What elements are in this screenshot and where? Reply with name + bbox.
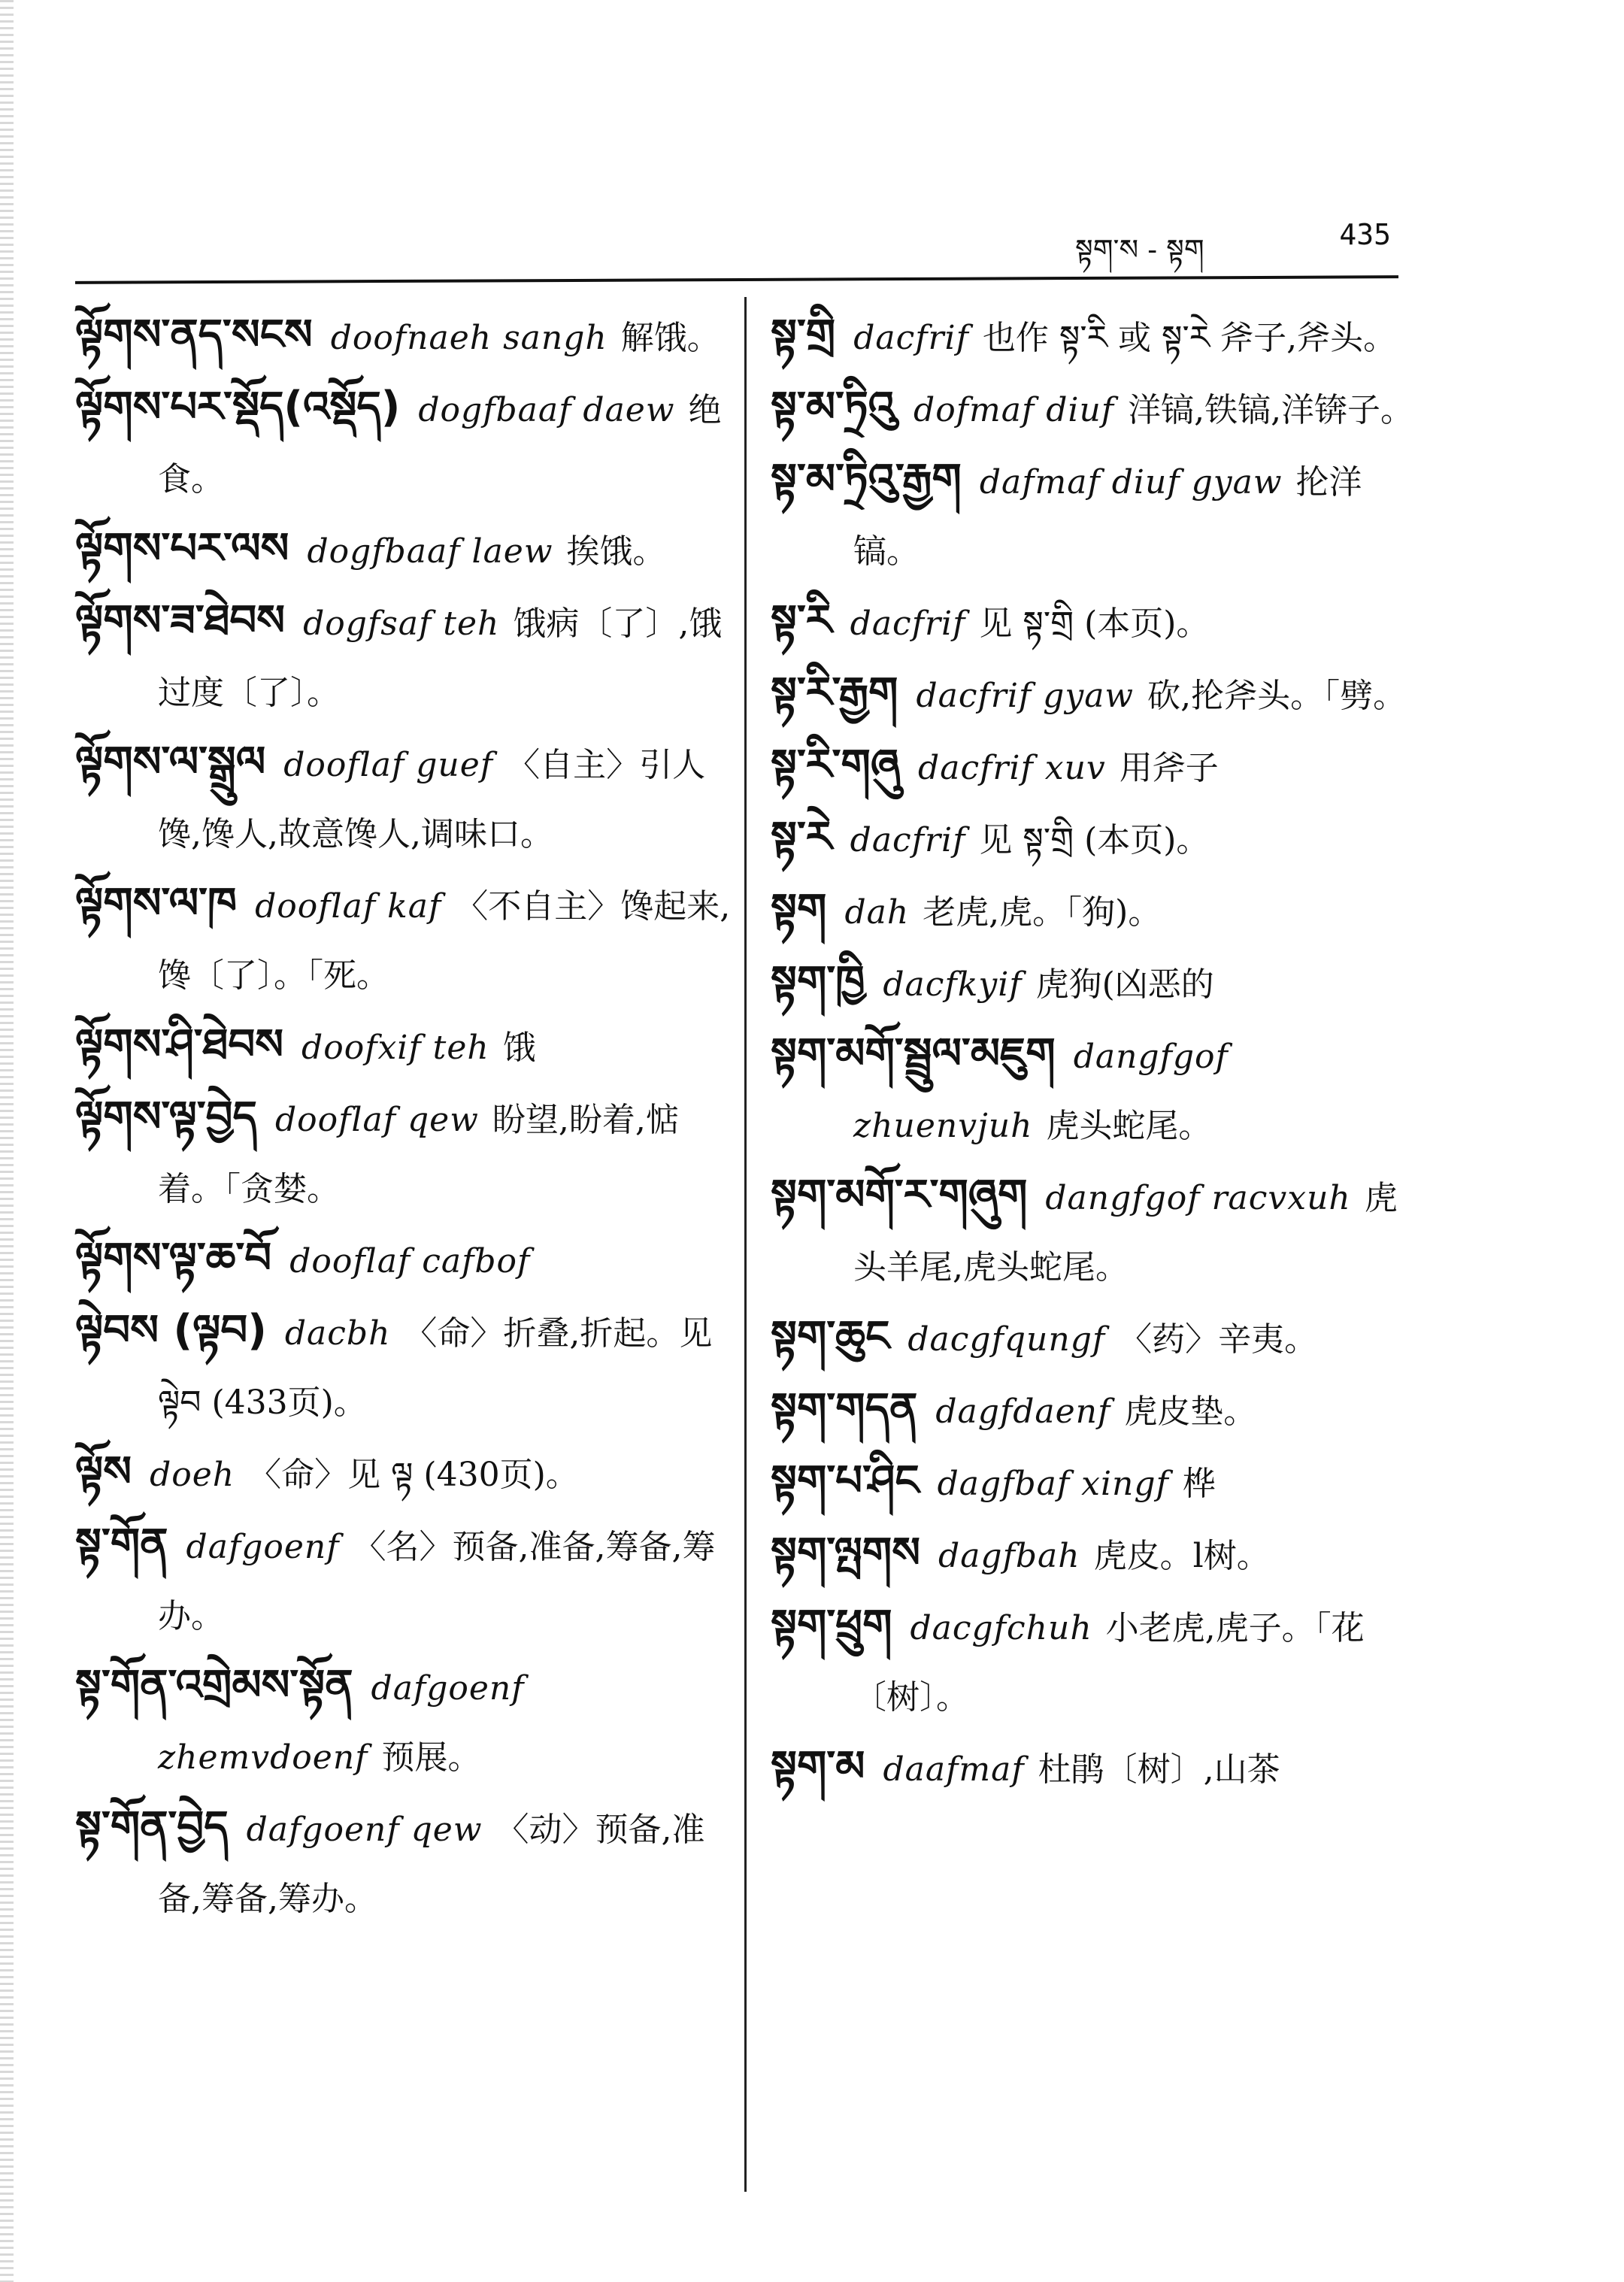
- dictionary-entry: [75, 373, 737, 514]
- dictionary-entry: [771, 1519, 1417, 1591]
- headword: ལྟོགས་ནད་སངས: [75, 311, 313, 359]
- definition: 〈自主〉引人馋,馋人,故意馋人,调味口。: [158, 746, 706, 853]
- dictionary-entry: [75, 586, 737, 728]
- dictionary-entry: [771, 659, 1417, 731]
- definition: 桦: [1182, 1465, 1216, 1503]
- romanization: dangfgof zhuenvjuh: [853, 1038, 1229, 1145]
- dictionary-entry: [771, 731, 1417, 803]
- definition: 饿病〔了〕,饿过度〔了〕。: [158, 605, 723, 712]
- dictionary-entry: [75, 869, 737, 1011]
- definition: 老虎,虎。「狗)。: [923, 893, 1162, 932]
- romanization: dah: [844, 893, 910, 932]
- headword: སྟག་མགོ་ར་གཞུག: [771, 1171, 1028, 1220]
- guide-word: སྟག་ས - སྟག: [1075, 233, 1204, 266]
- headword: སྟ་གོན: [75, 1520, 168, 1568]
- headword: སྟག་ཕྲུག: [771, 1601, 892, 1650]
- romanization: dafmaf diuf gyaw: [979, 463, 1283, 502]
- romanization: doeh: [150, 1456, 235, 1494]
- dictionary-entry: [771, 586, 1417, 659]
- romanization: dagfbaf xingf: [937, 1465, 1169, 1503]
- left-column: [75, 301, 737, 1934]
- dictionary-entry: [771, 1591, 1417, 1732]
- dictionary-entry: [75, 514, 737, 586]
- headword: སྟག་ཁྱི: [771, 957, 865, 1006]
- definition: 虎狗(凶恶的: [1035, 965, 1214, 1004]
- romanization: dogfbaaf daew: [418, 391, 675, 429]
- headword: ལྟོགས་པར་ལས: [75, 524, 289, 573]
- dictionary-entry: [75, 1296, 737, 1438]
- headword: ལྟོགས་ཤི་ཐེབས: [75, 1020, 284, 1069]
- headword: སྟ་རི: [771, 596, 832, 645]
- definition: 挨饿。: [566, 532, 666, 571]
- definition: 小老虎,虎子。「花〔树〕。: [853, 1609, 1365, 1717]
- definition: 虎头羊尾,虎头蛇尾。: [853, 1179, 1398, 1286]
- definition: 〈命〉折叠,折起。见 ལྟེབ (433页)。: [158, 1314, 713, 1422]
- headword: ལྟོགས་ལྟ་བྱེད: [75, 1093, 257, 1141]
- dictionary-entry: [75, 1224, 737, 1296]
- romanization: dacfrif: [850, 821, 966, 859]
- headword: སྟ་མ་ཏྲིའུ: [771, 383, 896, 432]
- headword: སྟག་ཆུང: [771, 1312, 890, 1361]
- romanization: dafgoenf qew: [246, 1811, 483, 1849]
- dictionary-entry: [771, 1374, 1417, 1447]
- dictionary-entry: [771, 1020, 1417, 1161]
- dictionary-entry: [75, 1083, 737, 1224]
- romanization: dacfrif xuv: [918, 749, 1106, 787]
- definition: 洋镐,铁镐,洋锛子。: [1128, 391, 1414, 429]
- definition: 〈动〉预备,准备,筹备,筹办。: [158, 1811, 705, 1918]
- dictionary-entry: [75, 1011, 737, 1083]
- headword: སྟག་གདན: [771, 1384, 918, 1433]
- headword: སྟ་རི་གཞུ: [771, 741, 901, 789]
- dictionary-entry: [771, 445, 1417, 586]
- dictionary-entry: [75, 1438, 737, 1510]
- romanization: doofxif teh: [301, 1029, 489, 1067]
- headword: ལྟོགས་ལ་ཁ: [75, 879, 238, 928]
- dictionary-entry: [771, 803, 1417, 875]
- definition: 〈药〉辛夷。: [1119, 1320, 1318, 1359]
- headword: སྟ་གོན་བྱེད: [75, 1802, 229, 1851]
- dictionary-entry: [771, 301, 1417, 373]
- scan-edge: [0, 0, 14, 2282]
- page-number: 435: [1339, 218, 1391, 251]
- definition: 杜鹃〔树〕,山茶: [1038, 1750, 1280, 1789]
- definition: 〈不自主〉馋起来,馋〔了〕。「死。: [158, 887, 731, 995]
- romanization: dooflaf kaf: [255, 887, 442, 926]
- headword: སྟག་མ: [771, 1742, 865, 1791]
- headword: ལྟོགས་ལ་སྒྲུལ: [75, 738, 266, 786]
- romanization: dooflaf guef: [283, 746, 494, 784]
- headword: སྟ་གོན་འགྲེམས་སྟོན: [75, 1661, 353, 1710]
- headword: ལྟོགས་ཟ་ཐེབས: [75, 596, 286, 645]
- romanization: dacfkyif: [883, 965, 1023, 1004]
- definition: 虎皮垫。: [1124, 1393, 1257, 1431]
- definition: 解饿。: [620, 319, 720, 357]
- headword: སྟ་རི་རྒྱག: [771, 668, 898, 717]
- romanization: dafgoenf zhemvdoenf: [158, 1669, 525, 1777]
- definition: 〈命〉见 ལྟ (430页)。: [248, 1456, 579, 1494]
- romanization: dacfrif: [853, 319, 969, 357]
- definition: 绝食。: [158, 391, 722, 499]
- headword: སྟ་རེ: [771, 813, 832, 862]
- romanization: daafmaf: [883, 1750, 1025, 1789]
- headword: ལྟོགས་པར་སྡོད(འསྡོད): [75, 383, 401, 432]
- romanization: dagfbah: [938, 1537, 1080, 1575]
- romanization: doofnaeh sangh: [330, 319, 607, 357]
- headword: སྟག་པ་ཤིང: [771, 1456, 920, 1505]
- romanization: dacgfchuh: [910, 1609, 1092, 1647]
- headword: སྟ་མ་ཏྲིའུ་རྒྱག: [771, 455, 962, 504]
- dictionary-entry: [75, 1793, 737, 1934]
- headword: སྟ་གྲི: [771, 311, 836, 359]
- dictionary-entry: [771, 875, 1417, 947]
- romanization: dacfrif gyaw: [916, 677, 1135, 715]
- headword: སྟག་མགོ་སྦྲུལ་མཇུག: [771, 1029, 1056, 1078]
- dictionary-entry: [75, 1651, 737, 1793]
- headword: ལྟེབས (ལྟབ): [75, 1306, 267, 1355]
- definition: 也作 སྟ་རི 或 སྟ་རེ 斧子,斧头。: [982, 319, 1397, 357]
- dictionary-entry: [75, 728, 737, 869]
- romanization: dangfgof racvxuh: [1045, 1179, 1351, 1217]
- headword: སྟག་ལྤགས: [771, 1529, 921, 1577]
- headword: སྟག: [771, 885, 827, 934]
- definition: 见 སྟ་གྲི (本页)。: [979, 605, 1210, 643]
- dictionary-entry: [771, 373, 1417, 445]
- definition: 虎头蛇尾。: [1046, 1107, 1212, 1145]
- romanization: dafgoenf: [186, 1528, 340, 1566]
- romanization: dooflaf cafbof: [289, 1242, 531, 1280]
- definition: 用斧子: [1119, 749, 1219, 787]
- dictionary-entry: [771, 1732, 1417, 1805]
- definition: 砍,抡斧头。「劈。: [1147, 677, 1407, 715]
- definition: 虎皮。l树。: [1093, 1537, 1270, 1575]
- definition: 预展。: [381, 1738, 481, 1777]
- dictionary-entry: [771, 1302, 1417, 1374]
- dictionary-entry: [75, 301, 737, 373]
- definition: 盼望,盼着,惦着。「贪婪。: [158, 1101, 679, 1208]
- romanization: dofmaf diuf: [914, 391, 1115, 429]
- dictionary-entry: [75, 1510, 737, 1651]
- headword: ལྟོས: [75, 1447, 132, 1496]
- dictionary-entry: [771, 1447, 1417, 1519]
- definition: 见 སྟ་གྲི (本页)。: [979, 821, 1210, 859]
- romanization: dacbh: [284, 1314, 391, 1353]
- dictionary-entry: [771, 947, 1417, 1020]
- romanization: dogfsaf teh: [303, 605, 500, 643]
- right-column: [771, 301, 1417, 1805]
- definition: 饿: [502, 1029, 536, 1067]
- romanization: dagfdaenf: [935, 1393, 1111, 1431]
- headword: ལྟོགས་ལྟ་ཆ་བོ: [75, 1234, 272, 1283]
- romanization: dacgfqungf: [907, 1320, 1106, 1359]
- definition: 抡洋镐。: [853, 463, 1362, 571]
- romanization: dacfrif: [850, 605, 966, 643]
- definition: 〈名〉预备,准备,筹备,筹办。: [158, 1528, 716, 1635]
- romanization: dooflaf qew: [274, 1101, 479, 1139]
- dictionary-entry: [771, 1161, 1417, 1302]
- romanization: dogfbaaf laew: [307, 532, 553, 571]
- column-divider: [744, 297, 747, 2192]
- page-header: [1075, 218, 1391, 266]
